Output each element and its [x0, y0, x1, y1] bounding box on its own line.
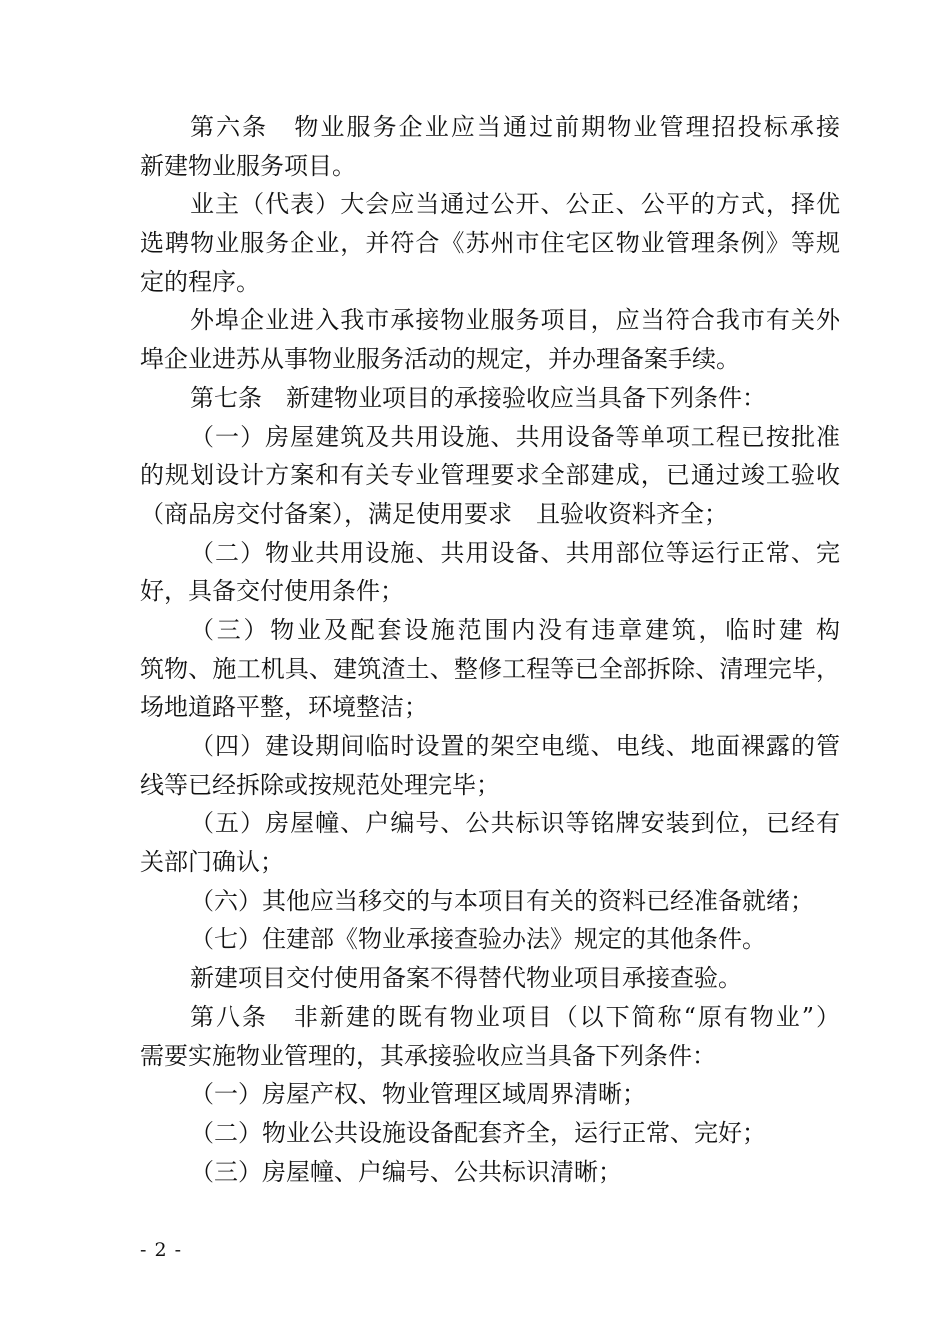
document-body — [140, 108, 840, 1191]
text-line: 选聘物业服务企业，并符合《苏州市住宅区物业管理条例》等规 — [140, 229, 840, 258]
text-line: 场地道路平整，环境整洁； — [140, 693, 428, 722]
list-item-2: （二）物业公共设施设备配套齐全，运行正常、完好； — [190, 1118, 766, 1147]
text-line: 埠企业进苏从事物业服务活动的规定，并办理备案手续。 — [140, 345, 740, 374]
list-item-1: （一）房屋产权、物业管理区域周界清晰； — [190, 1080, 646, 1109]
list-item-3: （三）物业及配套设施范围内没有违章建筑，临时建 构 — [190, 615, 840, 644]
paragraph-owners-assembly: 业主（代表）大会应当通过公开、公正、公平的方式，择优 — [190, 190, 840, 219]
page-number: - 2 - — [140, 1239, 183, 1261]
list-item-2: （二）物业共用设施、共用设备、共用部位等运行正常、完 — [190, 538, 840, 567]
article-8-heading: 第八条 非新建的既有物业项目（以下简称“原有物业”） — [190, 1002, 840, 1031]
list-item-6: （六）其他应当移交的与本项目有关的资料已经准备就绪； — [190, 886, 814, 915]
article-7-heading: 第七条 新建物业项目的承接验收应当具备下列条件： — [190, 383, 766, 412]
text-line: 关部门确认； — [140, 848, 284, 877]
text-line: 新建物业服务项目。 — [140, 151, 356, 180]
article-6-heading: 第六条 物业服务企业应当通过前期物业管理招投标承接 — [190, 113, 840, 141]
list-item-7: （七）住建部《物业承接查验办法》规定的其他条件。 — [190, 925, 766, 954]
text-line: （商品房交付备案），满足使用要求 且验收资料齐全； — [140, 499, 728, 528]
list-item-3: （三）房屋幢、户编号、公共标识清晰； — [190, 1157, 622, 1186]
text-line: 好，具备交付使用条件； — [140, 577, 404, 606]
text-line: 定的程序。 — [140, 267, 260, 296]
list-item-4: （四）建设期间临时设置的架空电缆、电线、地面裸露的管 — [190, 732, 840, 760]
text-line: 需要实施物业管理的，其承接验收应当具备下列条件： — [140, 1041, 716, 1070]
list-item-5: （五）房屋幢、户编号、公共标识等铭牌安装到位，已经有 — [190, 809, 840, 838]
text-line: 的规划设计方案和有关专业管理要求全部建成，已通过竣工验收 — [140, 461, 840, 490]
text-line: 筑物、施工机具、建筑渣土、整修工程等已全部拆除、清理完毕， — [140, 654, 840, 683]
paragraph-external-enterprises: 外埠企业进入我市承接物业服务项目，应当符合我市有关外 — [190, 306, 840, 335]
paragraph-acceptance-note: 新建项目交付使用备案不得替代物业项目承接查验。 — [190, 964, 742, 993]
text-line: 线等已经拆除或按规范处理完毕； — [140, 770, 500, 799]
list-item-1: （一）房屋建筑及共用设施、共用设备等单项工程已按批准 — [190, 422, 840, 451]
